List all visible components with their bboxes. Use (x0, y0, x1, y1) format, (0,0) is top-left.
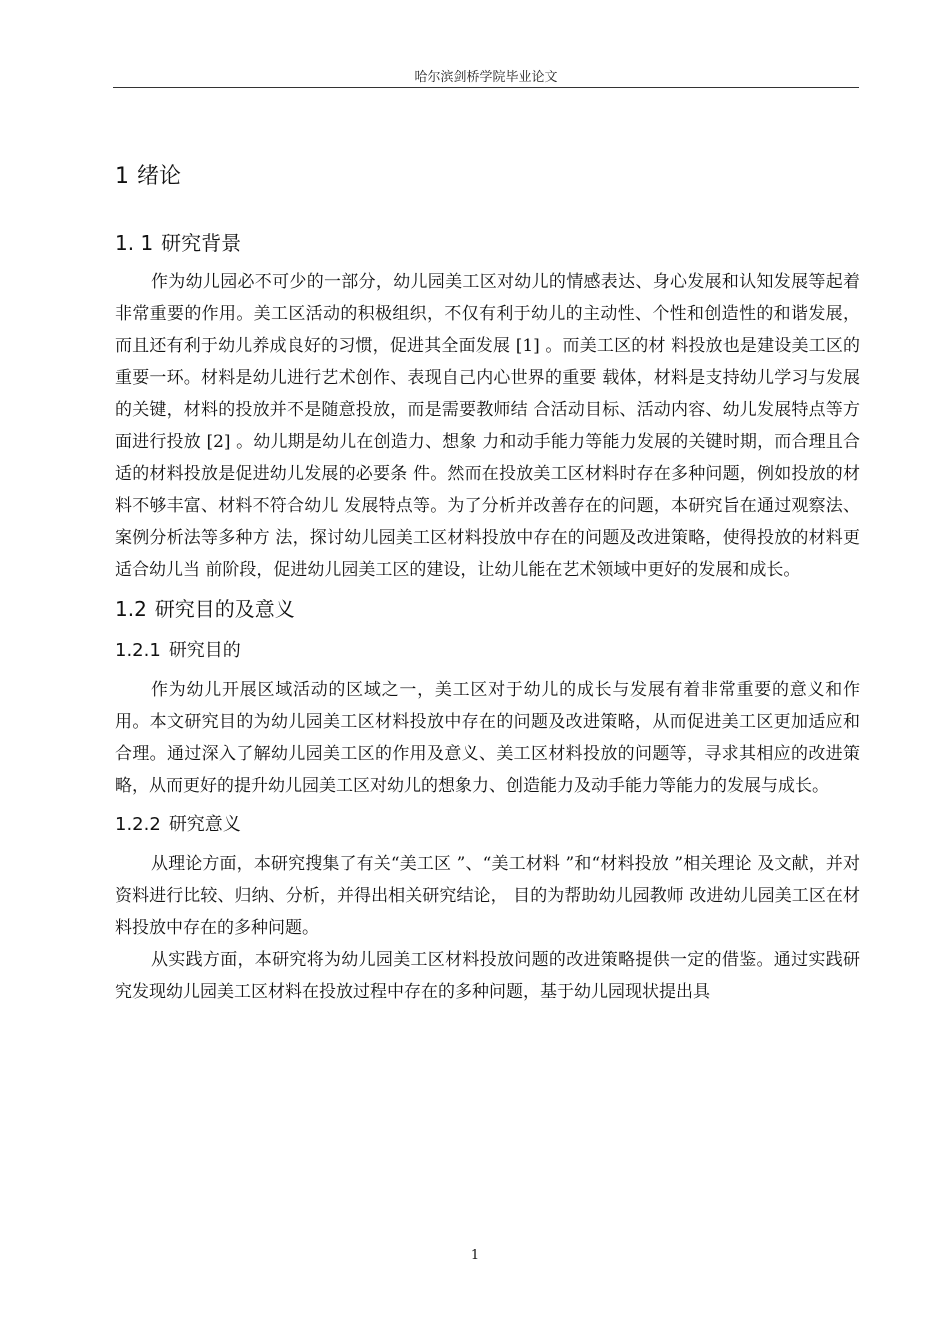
subsection-title: 研究目的 (168, 640, 241, 661)
subsection-heading-1-2-2 (115, 808, 860, 842)
subsection-heading-1-2-1 (115, 634, 860, 668)
section-heading-1-2 (115, 590, 860, 628)
chapter-title: 绪论 (137, 164, 182, 189)
page-body (115, 160, 860, 1008)
section-title: 研究目的及意义 (154, 597, 295, 621)
section-heading-1-1 (115, 224, 860, 262)
chapter-heading (115, 160, 860, 194)
running-header: 哈尔滨剑桥学院毕业论文 (414, 70, 558, 85)
body-paragraph: 作为幼儿园必不可少的一部分，幼儿园美工区对幼儿的情感表达、身心发展和认知发展等起着非常重要的作用。美工区活动的积极组织，不仅有利于幼儿的主动性、个性和创造性的和谐发展，而且还有利于幼儿养成良好的习惯，促进其全面发展 [1] 。而美工区的材 料投放也是建设美工区的重要一环。材料是幼儿进行艺术创作、表现自己内心世界的重要 载体，材料是支持幼儿学习与发展的关键，材料的投放并不是随意投放，而是需要教师结 合活动目标、活动内容、幼儿发展特点等方面进行投放 [2] 。幼儿期是幼儿在创造力、想象 力和动手能力等能力发展的关键时期，而合理且合适的材料投放是促进幼儿发展的必要条 件。然而在投放美工区材料时存在多种问题，例如投放的材料不够丰富、材料不符合幼儿 发展特点等。为了分析并改善存在的问题，本研究旨在通过观察法、案例分析法等多种方 法，探讨幼儿园美工区材料投放中存在的问题及改进策略，使得投放的材料更适合幼儿当 前阶段，促进幼儿园美工区的建设，让幼儿能在艺术领域中更好的发展和成长。 (115, 272, 860, 580)
header-rule (113, 87, 859, 88)
subsection-title: 研究意义 (168, 814, 241, 835)
section-number: 1. 1 (115, 231, 154, 255)
subsection-number: 1.2.1 (115, 640, 161, 661)
section-number: 1.2 (115, 597, 147, 621)
body-paragraph: 从实践方面，本研究将为幼儿园美工区材料投放问题的改进策略提供一定的借鉴。通过实践研究发现幼儿园美工区材料在投放过程中存在的多种问题，基于幼儿园现状提出具 (115, 950, 860, 1002)
body-paragraph: 从理论方面，本研究搜集了有关“美工区 ”、“美工材料 ”和“材料投放 ”相关理论 及文献，并对资料进行比较、归纳、分析，并得出相关研究结论， 目的为帮助幼儿园教师 改进幼儿园美工区在材料投放中存在的多种问题。 (115, 854, 860, 938)
page-number: 1 (470, 1248, 480, 1263)
chapter-number: 1 (115, 164, 129, 189)
section-title: 研究背景 (161, 231, 242, 255)
body-paragraph: 作为幼儿开展区域活动的区域之一，美工区对于幼儿的成长与发展有着非常重要的意义和作用。本文研究目的为幼儿园美工区材料投放中存在的问题及改进策略，从而促进美工区更加适应和合理。通过深入了解幼儿园美工区的作用及意义、美工区材料投放的问题等，寻求其相应的改进策略，从而更好的提升幼儿园美工区对幼儿的想象力、创造能力及动手能力等能力的发展与成长。 (115, 680, 860, 796)
subsection-number: 1.2.2 (115, 814, 161, 835)
